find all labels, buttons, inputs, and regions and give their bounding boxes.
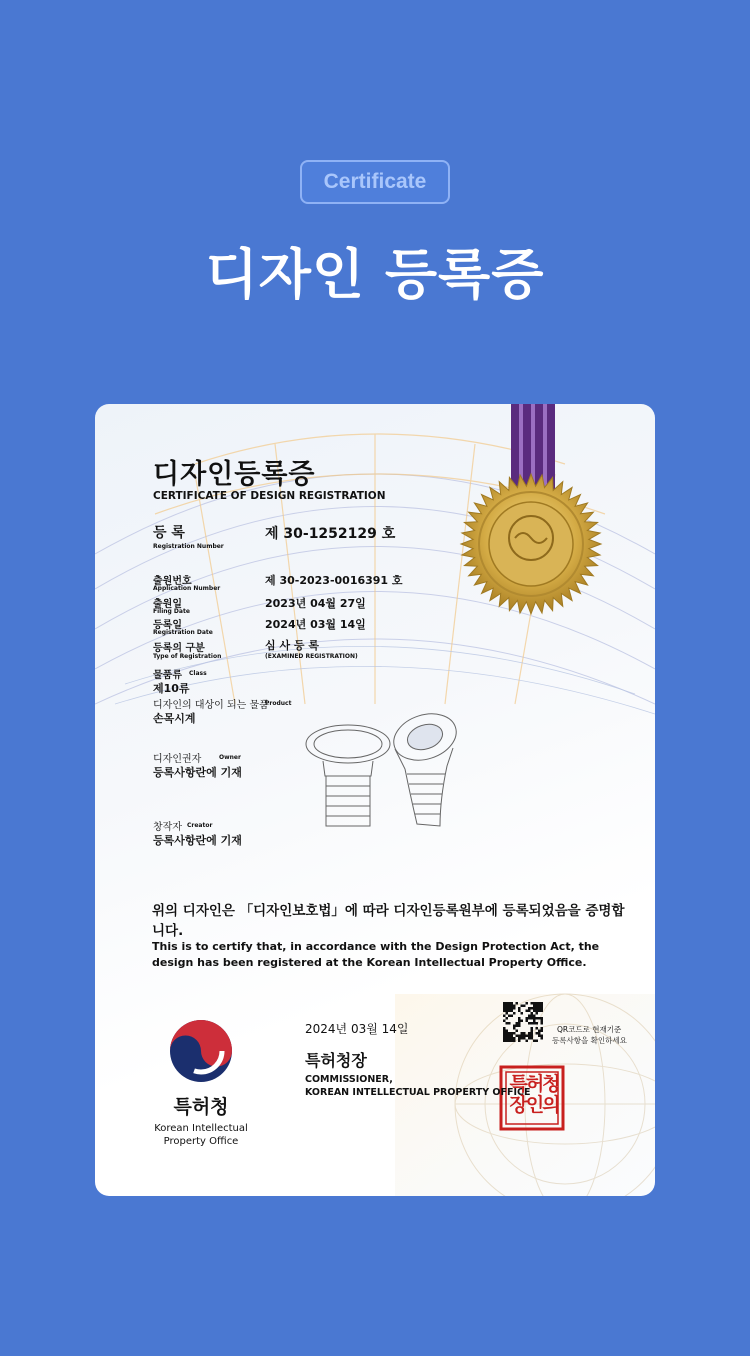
- seal-characters: 특허청장인의: [509, 1073, 559, 1116]
- creator-value: 등록사항란에 기재: [153, 834, 242, 847]
- qr-note-line1: QR코드로 현재기준: [557, 1025, 622, 1034]
- kipo-name-en-line2: Property Office: [163, 1136, 239, 1147]
- watch-front-view: [306, 725, 390, 826]
- reg-date-sublabel: Registration Date: [153, 629, 213, 636]
- watch-perspective-view: [388, 706, 462, 826]
- product-value: 손목시계: [153, 712, 196, 725]
- class-sublabel: Class: [189, 670, 207, 677]
- kipo-name-en-line1: Korean Intellectual: [154, 1123, 248, 1134]
- issue-date: 2024년 03월 14일: [305, 1022, 409, 1036]
- gold-seal: [461, 474, 601, 614]
- filing-label: 출원일: [153, 599, 182, 610]
- certificate-badge: Certificate: [300, 160, 450, 204]
- class-label: 물품류: [153, 670, 182, 681]
- filing-date: 2023년 04월 27일: [265, 597, 366, 610]
- filing-sublabel: Filing Date: [153, 608, 190, 615]
- type-label: 등록의 구분: [153, 643, 205, 654]
- statement-ko: 위의 디자인은 「디자인보호법」에 따라 디자인등록원부에 등록되었음을 증명합니다.: [152, 903, 625, 939]
- page-title: 디자인 등록증: [205, 243, 545, 306]
- reg-date-label: 등록일: [153, 620, 182, 631]
- qr-note-line2: 등록사항을 확인하세요: [552, 1036, 627, 1045]
- certificate-title-ko: 디자인등록증: [153, 459, 316, 490]
- application-number: 제 30-2023-0016391 호: [265, 574, 403, 587]
- type-value-sub: (EXAMINED REGISTRATION): [265, 653, 358, 660]
- statement-en: This is to certify that, in accordance with the Design Protection Act, the design has been registered at the Korean Intellectual Property Office.: [152, 940, 600, 969]
- type-sublabel: Type of Registration: [153, 653, 222, 660]
- creator-label: 창작자: [153, 822, 182, 833]
- commissioner-en-line2: KOREAN INTELLECTUAL PROPERTY OFFICE: [305, 1087, 531, 1098]
- owner-label: 디자인권자: [153, 754, 202, 765]
- reg-date: 2024년 03월 14일: [265, 618, 366, 631]
- owner-sublabel: Owner: [219, 754, 241, 761]
- creator-sublabel: Creator: [187, 822, 213, 829]
- application-label: 출원번호: [153, 576, 192, 587]
- product-sublabel: Product: [265, 700, 292, 707]
- owner-value: 등록사항란에 기재: [153, 766, 242, 779]
- commissioner-ko: 특허청장: [305, 1051, 367, 1070]
- product-label: 디자인의 대상이 되는 물품: [153, 700, 269, 711]
- commissioner-en-line1: COMMISSIONER,: [305, 1074, 393, 1085]
- certificate-title-en: CERTIFICATE OF DESIGN REGISTRATION: [153, 490, 386, 502]
- class-value: 제10류: [153, 682, 190, 695]
- type-value: 심 사 등 록: [265, 639, 319, 652]
- registration-label: 등 록: [153, 525, 185, 541]
- kipo-logo: [170, 1020, 232, 1082]
- certificate-card: [95, 404, 655, 1196]
- kipo-name-ko: 특허청: [173, 1096, 229, 1118]
- application-sublabel: Application Number: [153, 585, 221, 592]
- registration-number: 제 30-1252129 호: [265, 526, 396, 542]
- registration-sublabel: Registration Number: [153, 543, 224, 550]
